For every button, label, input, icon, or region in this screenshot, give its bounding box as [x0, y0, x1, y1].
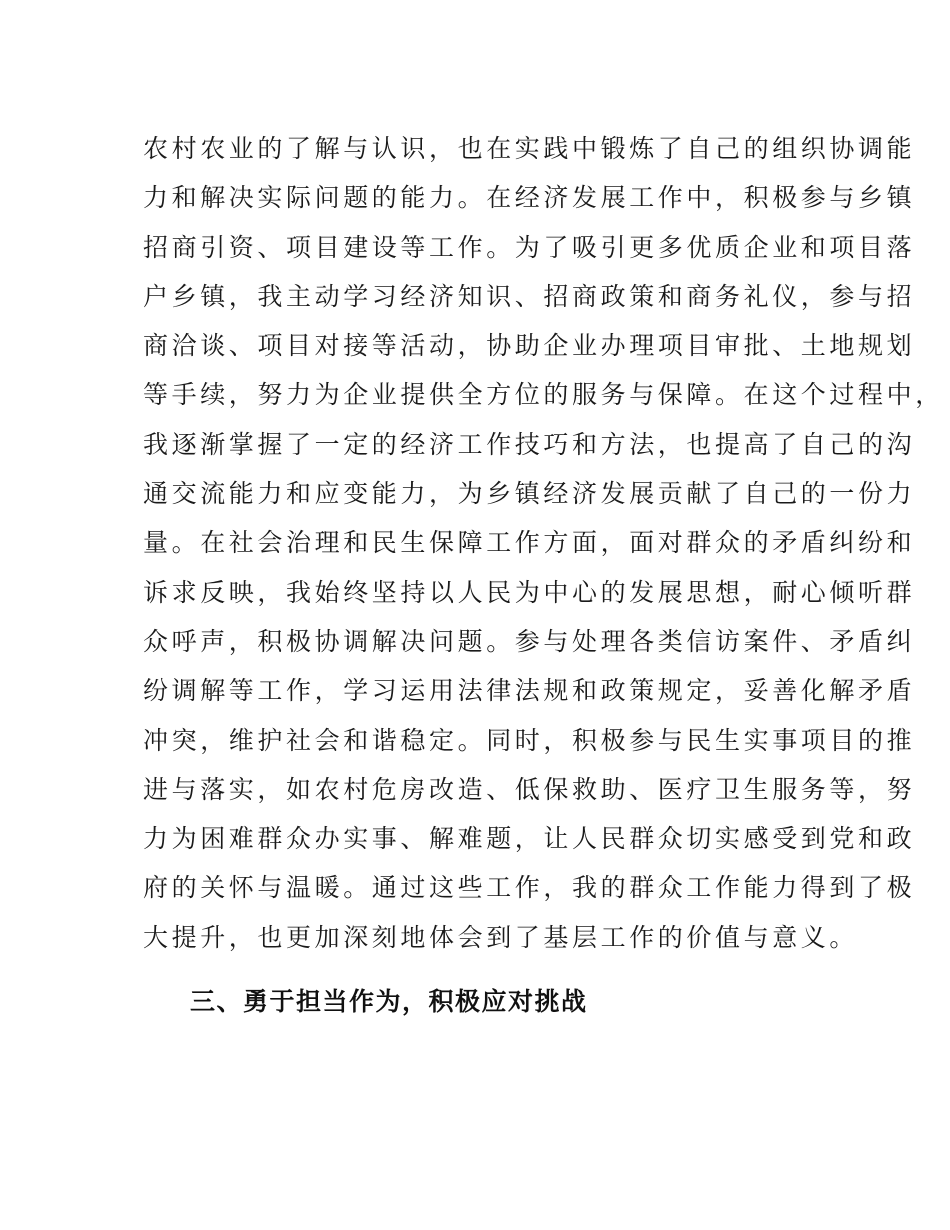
paragraph-line: 等手续，努力为企业提供全方位的服务与保障。在这个过程中， [143, 380, 944, 410]
paragraph-line: 商洽谈、项目对接等活动，协助企业办理项目审批、土地规划 [143, 331, 916, 361]
paragraph-line: 众呼声，积极协调解决问题。参与处理各类信访案件、矛盾纠 [143, 626, 916, 656]
paragraph-line: 大提升，也更加深刻地体会到了基层工作的价值与意义。 [143, 922, 859, 952]
paragraph-line: 进与落实，如农村危房改造、低保救助、医疗卫生服务等，努 [143, 774, 916, 804]
paragraph-line: 我逐渐掌握了一定的经济工作技巧和方法，也提高了自己的沟 [143, 429, 916, 459]
section-heading: 三、勇于担当作为，积极应对挑战 [190, 987, 588, 1016]
paragraph-line: 农村农业的了解与认识，也在实践中锻炼了自己的组织协调能 [143, 134, 916, 163]
paragraph-line: 府的关怀与温暖。通过这些工作，我的群众工作能力得到了极 [143, 873, 916, 903]
paragraph-line: 户乡镇，我主动学习经济知识、招商政策和商务礼仪，参与招 [143, 281, 916, 311]
paragraph-line: 力和解决实际问题的能力。在经济发展工作中，积极参与乡镇 [143, 183, 916, 213]
paragraph-line: 量。在社会治理和民生保障工作方面，面对群众的矛盾纠纷和 [143, 528, 916, 558]
paragraph-line: 诉求反映，我始终坚持以人民为中心的发展思想，耐心倾听群 [143, 577, 916, 607]
paragraph-line: 力为困难群众办实事、解难题，让人民群众切实感受到党和政 [143, 824, 916, 854]
paragraph-line: 冲突，维护社会和谐稳定。同时，积极参与民生实事项目的推 [143, 725, 916, 755]
body-paragraph [143, 124, 944, 962]
paragraph-line: 招商引资、项目建设等工作。为了吸引更多优质企业和项目落 [143, 232, 916, 262]
paragraph-line: 纷调解等工作，学习运用法律法规和政策规定，妥善化解矛盾 [143, 676, 916, 706]
paragraph-line: 通交流能力和应变能力，为乡镇经济发展贡献了自己的一份力 [143, 479, 916, 509]
